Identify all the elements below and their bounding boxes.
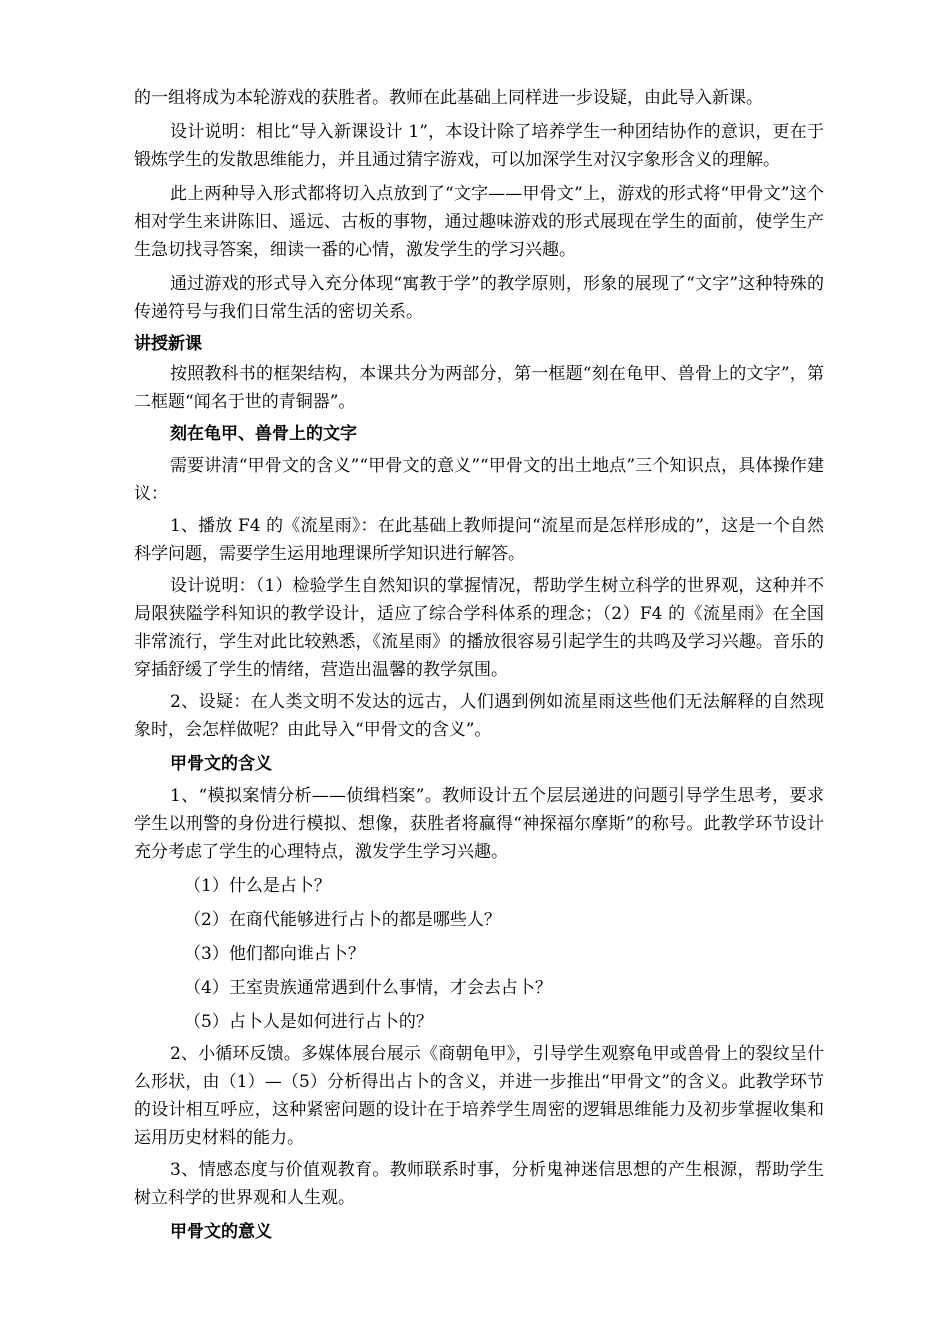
paragraph: 需要讲清“甲骨文的含义”“甲骨文的意义”“甲骨文的出土地点”三个知识点，具体操作建议： <box>134 456 824 504</box>
list-item: （4）王室贵族通常遇到什么事情，才会去占卜？ <box>184 978 552 998</box>
paragraph: 3、情感态度与价值观教育。教师联系时事，分析鬼神迷信思想的产生根源，帮助学生树立科学的世界观和人生观。 <box>134 1160 824 1208</box>
subsection-heading: 刻在龟甲、兽骨上的文字 <box>170 424 357 444</box>
paragraph: 通过游戏的形式导入充分体现“寓教于学”的教学原则，形象的展现了“文字”这种特殊的传递符号与我们日常生活的密切关系。 <box>134 274 824 322</box>
paragraph: 的一组将成为本轮游戏的获胜者。教师在此基础上同样进一步设疑，由此导入新课。 <box>134 88 763 108</box>
paragraph: 1、“模拟案情分析——侦缉档案”。教师设计五个层层递进的问题引导学生思考，要求学生以刑警的身份进行模拟、想像，获胜者将赢得“神探福尔摩斯”的称号。此教学环节设计充分考虑了学生的心理特点，激发学生学习兴趣。 <box>134 786 824 862</box>
subsection-heading: 甲骨文的意义 <box>170 1222 272 1242</box>
document-body <box>134 84 824 1246</box>
list-item: （2）在商代能够进行占卜的都是哪些人？ <box>184 910 501 930</box>
section-heading: 讲授新课 <box>134 334 202 354</box>
list-item: （3）他们都向谁占卜？ <box>184 944 365 964</box>
paragraph: 2、设疑：在人类文明不发达的远古，人们遇到例如流星雨这些他们无法解释的自然现象时，会怎样做呢？由此导入“甲骨文的含义”。 <box>134 692 824 740</box>
paragraph: 设计说明：（1）检验学生自然知识的掌握情况，帮助学生树立科学的世界观，这种并不局限狭隘学科知识的教学设计，适应了综合学科体系的理念；（2）F4 的《流星雨》在全国非常流行，学生对此比较熟悉，《流星雨》的播放很容易引起学生的共鸣及学习兴趣。音乐的穿插舒缓了学生的情绪，营造出温馨的教学氛围。 <box>134 576 824 680</box>
subsection-heading: 甲骨文的含义 <box>170 754 272 774</box>
list-item: （5）占卜人是如何进行占卜的？ <box>184 1012 433 1032</box>
paragraph: 按照教科书的框架结构，本课共分为两部分，第一框题“刻在龟甲、兽骨上的文字”，第二框题“闻名于世的青铜器”。 <box>134 364 824 412</box>
list-item: （1）什么是占卜？ <box>184 876 331 896</box>
paragraph: 2、小循环反馈。多媒体展台展示《商朝龟甲》，引导学生观察龟甲或兽骨上的裂纹呈什么形状，由（1）—（5）分析得出占卜的含义，并进一步推出“甲骨文”的含义。此教学环节的设计相互呼应，这种紧密问题的设计在于培养学生周密的逻辑思维能力及初步掌握收集和运用历史材料的能力。 <box>134 1044 824 1148</box>
paragraph: 此上两种导入形式都将切入点放到了“文字——甲骨文”上，游戏的形式将“甲骨文”这个相对学生来讲陈旧、遥远、古板的事物，通过趣味游戏的形式展现在学生的面前，使学生产生急切找寻答案，细读一番的心情，激发学生的学习兴趣。 <box>134 184 824 260</box>
paragraph: 设计说明：相比“导入新课设计 1”，本设计除了培养学生一种团结协作的意识，更在于锻炼学生的发散思维能力，并且通过猜字游戏，可以加深学生对汉字象形含义的理解。 <box>134 122 824 170</box>
paragraph: 1、播放 F4 的《流星雨》：在此基础上教师提问“流星而是怎样形成的”，这是一个自然科学问题，需要学生运用地理课所学知识进行解答。 <box>134 516 824 564</box>
